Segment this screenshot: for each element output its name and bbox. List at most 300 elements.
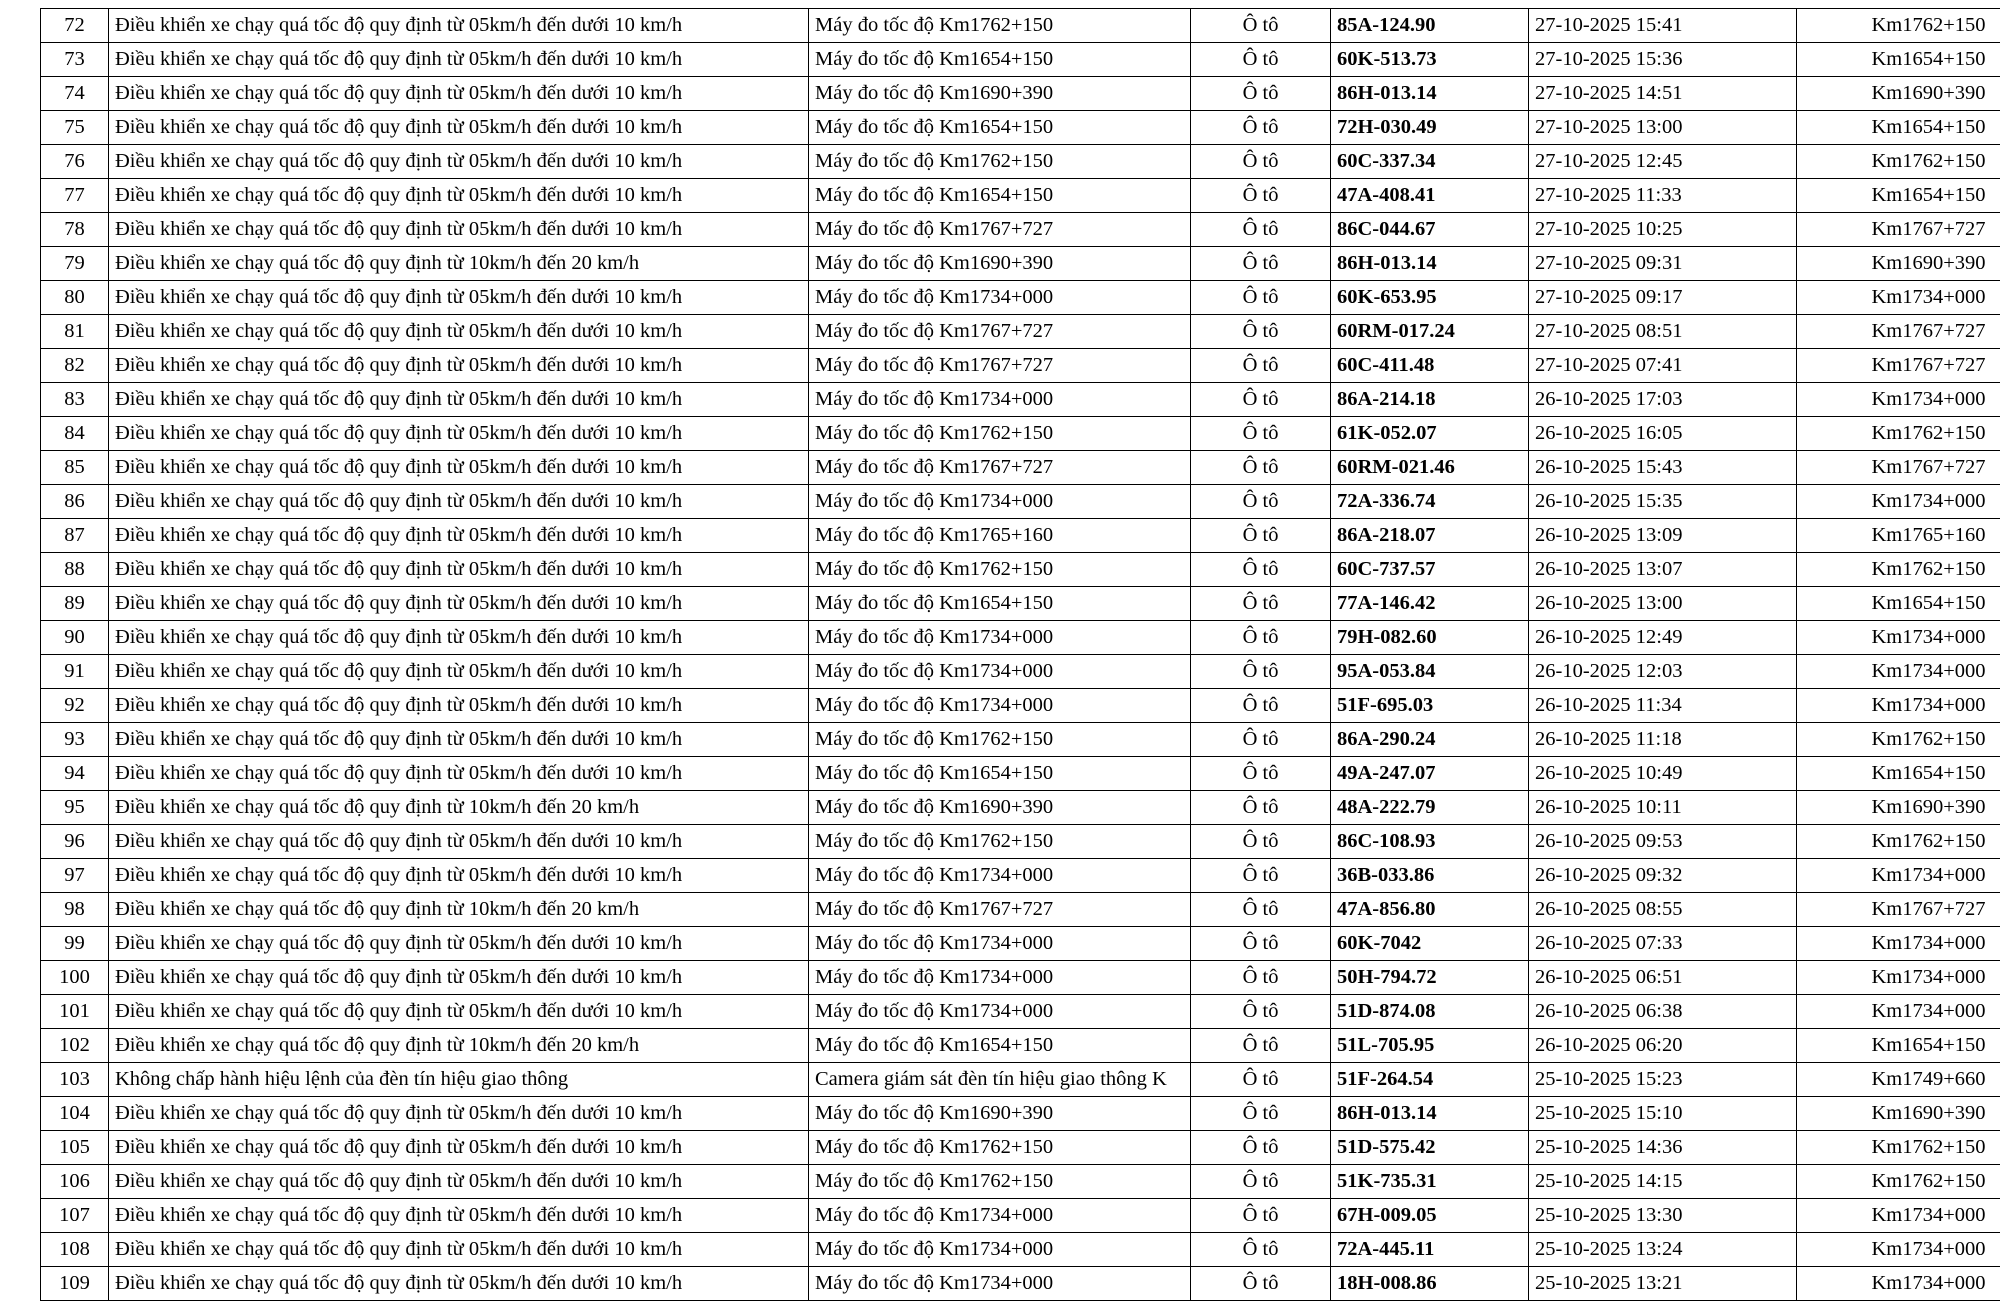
cell-bien-so: 61K-052.07 xyxy=(1331,417,1529,451)
cell-vi-tri-vi-pham: Km1762+150 xyxy=(1797,1165,2000,1199)
cell-thoi-gian-vi-pham: 26-10-2025 11:18 xyxy=(1529,723,1797,757)
cell-loai-xe: Ô tô xyxy=(1191,655,1331,689)
cell-stt: 105 xyxy=(41,1131,109,1165)
table-row xyxy=(41,1267,2000,1301)
violations-table-body xyxy=(41,9,2000,1301)
cell-thiet-bi-phat-hien: Máy đo tốc độ Km1734+000 xyxy=(809,655,1191,689)
cell-thiet-bi-phat-hien: Máy đo tốc độ Km1767+727 xyxy=(809,213,1191,247)
cell-bien-so: 51K-735.31 xyxy=(1331,1165,1529,1199)
cell-stt: 98 xyxy=(41,893,109,927)
cell-hanh-vi-vi-pham: Điều khiển xe chạy quá tốc độ quy định từ 05km/h đến dưới 10 km/h xyxy=(109,383,809,417)
cell-loai-xe: Ô tô xyxy=(1191,893,1331,927)
cell-thoi-gian-vi-pham: 27-10-2025 13:00 xyxy=(1529,111,1797,145)
cell-stt: 101 xyxy=(41,995,109,1029)
cell-vi-tri-vi-pham: Km1734+000 xyxy=(1797,1199,2000,1233)
cell-bien-so: 77A-146.42 xyxy=(1331,587,1529,621)
cell-hanh-vi-vi-pham: Điều khiển xe chạy quá tốc độ quy định từ 05km/h đến dưới 10 km/h xyxy=(109,1267,809,1301)
table-row xyxy=(41,349,2000,383)
cell-hanh-vi-vi-pham: Điều khiển xe chạy quá tốc độ quy định từ 05km/h đến dưới 10 km/h xyxy=(109,1097,809,1131)
cell-hanh-vi-vi-pham: Điều khiển xe chạy quá tốc độ quy định từ 05km/h đến dưới 10 km/h xyxy=(109,859,809,893)
cell-stt: 93 xyxy=(41,723,109,757)
cell-thoi-gian-vi-pham: 26-10-2025 15:43 xyxy=(1529,451,1797,485)
cell-loai-xe: Ô tô xyxy=(1191,723,1331,757)
cell-thoi-gian-vi-pham: 26-10-2025 12:03 xyxy=(1529,655,1797,689)
cell-bien-so: 36B-033.86 xyxy=(1331,859,1529,893)
cell-vi-tri-vi-pham: Km1690+390 xyxy=(1797,791,2000,825)
cell-thoi-gian-vi-pham: 25-10-2025 15:10 xyxy=(1529,1097,1797,1131)
cell-thiet-bi-phat-hien: Máy đo tốc độ Km1762+150 xyxy=(809,145,1191,179)
cell-stt: 106 xyxy=(41,1165,109,1199)
cell-vi-tri-vi-pham: Km1734+000 xyxy=(1797,485,2000,519)
cell-hanh-vi-vi-pham: Điều khiển xe chạy quá tốc độ quy định từ 05km/h đến dưới 10 km/h xyxy=(109,757,809,791)
cell-stt: 86 xyxy=(41,485,109,519)
cell-loai-xe: Ô tô xyxy=(1191,1165,1331,1199)
cell-bien-so: 60C-337.34 xyxy=(1331,145,1529,179)
cell-thiet-bi-phat-hien: Máy đo tốc độ Km1654+150 xyxy=(809,179,1191,213)
cell-stt: 92 xyxy=(41,689,109,723)
cell-vi-tri-vi-pham: Km1734+000 xyxy=(1797,655,2000,689)
cell-thiet-bi-phat-hien: Máy đo tốc độ Km1762+150 xyxy=(809,1131,1191,1165)
table-row xyxy=(41,9,2000,43)
cell-thoi-gian-vi-pham: 26-10-2025 12:49 xyxy=(1529,621,1797,655)
cell-hanh-vi-vi-pham: Điều khiển xe chạy quá tốc độ quy định từ 05km/h đến dưới 10 km/h xyxy=(109,9,809,43)
cell-vi-tri-vi-pham: Km1734+000 xyxy=(1797,859,2000,893)
cell-thiet-bi-phat-hien: Máy đo tốc độ Km1734+000 xyxy=(809,961,1191,995)
table-row xyxy=(41,791,2000,825)
cell-thiet-bi-phat-hien: Máy đo tốc độ Km1734+000 xyxy=(809,927,1191,961)
cell-vi-tri-vi-pham: Km1654+150 xyxy=(1797,179,2000,213)
cell-thiet-bi-phat-hien: Máy đo tốc độ Km1767+727 xyxy=(809,451,1191,485)
cell-hanh-vi-vi-pham: Điều khiển xe chạy quá tốc độ quy định từ 05km/h đến dưới 10 km/h xyxy=(109,995,809,1029)
cell-thiet-bi-phat-hien: Máy đo tốc độ Km1762+150 xyxy=(809,825,1191,859)
cell-thoi-gian-vi-pham: 26-10-2025 09:32 xyxy=(1529,859,1797,893)
cell-loai-xe: Ô tô xyxy=(1191,417,1331,451)
cell-bien-so: 72A-336.74 xyxy=(1331,485,1529,519)
cell-thiet-bi-phat-hien: Máy đo tốc độ Km1654+150 xyxy=(809,1029,1191,1063)
cell-thiet-bi-phat-hien: Camera giám sát đèn tín hiệu giao thông K xyxy=(809,1063,1191,1097)
cell-thoi-gian-vi-pham: 25-10-2025 13:24 xyxy=(1529,1233,1797,1267)
cell-loai-xe: Ô tô xyxy=(1191,179,1331,213)
cell-vi-tri-vi-pham: Km1767+727 xyxy=(1797,315,2000,349)
cell-thiet-bi-phat-hien: Máy đo tốc độ Km1762+150 xyxy=(809,723,1191,757)
cell-loai-xe: Ô tô xyxy=(1191,961,1331,995)
cell-hanh-vi-vi-pham: Điều khiển xe chạy quá tốc độ quy định từ 05km/h đến dưới 10 km/h xyxy=(109,77,809,111)
cell-vi-tri-vi-pham: Km1767+727 xyxy=(1797,349,2000,383)
cell-hanh-vi-vi-pham: Điều khiển xe chạy quá tốc độ quy định từ 05km/h đến dưới 10 km/h xyxy=(109,961,809,995)
cell-stt: 94 xyxy=(41,757,109,791)
cell-stt: 83 xyxy=(41,383,109,417)
cell-bien-so: 51F-264.54 xyxy=(1331,1063,1529,1097)
cell-thiet-bi-phat-hien: Máy đo tốc độ Km1734+000 xyxy=(809,383,1191,417)
cell-stt: 102 xyxy=(41,1029,109,1063)
cell-bien-so: 47A-856.80 xyxy=(1331,893,1529,927)
cell-thiet-bi-phat-hien: Máy đo tốc độ Km1690+390 xyxy=(809,1097,1191,1131)
cell-thoi-gian-vi-pham: 26-10-2025 11:34 xyxy=(1529,689,1797,723)
cell-bien-so: 86H-013.14 xyxy=(1331,77,1529,111)
cell-stt: 80 xyxy=(41,281,109,315)
cell-thoi-gian-vi-pham: 26-10-2025 10:49 xyxy=(1529,757,1797,791)
cell-loai-xe: Ô tô xyxy=(1191,383,1331,417)
cell-loai-xe: Ô tô xyxy=(1191,1199,1331,1233)
cell-loai-xe: Ô tô xyxy=(1191,791,1331,825)
cell-stt: 72 xyxy=(41,9,109,43)
table-row xyxy=(41,77,2000,111)
table-row xyxy=(41,859,2000,893)
cell-hanh-vi-vi-pham: Điều khiển xe chạy quá tốc độ quy định từ 05km/h đến dưới 10 km/h xyxy=(109,485,809,519)
cell-hanh-vi-vi-pham: Điều khiển xe chạy quá tốc độ quy định từ 05km/h đến dưới 10 km/h xyxy=(109,417,809,451)
cell-vi-tri-vi-pham: Km1654+150 xyxy=(1797,1029,2000,1063)
cell-thiet-bi-phat-hien: Máy đo tốc độ Km1734+000 xyxy=(809,281,1191,315)
cell-vi-tri-vi-pham: Km1762+150 xyxy=(1797,825,2000,859)
cell-loai-xe: Ô tô xyxy=(1191,9,1331,43)
cell-hanh-vi-vi-pham: Điều khiển xe chạy quá tốc độ quy định từ 10km/h đến 20 km/h xyxy=(109,1029,809,1063)
cell-thiet-bi-phat-hien: Máy đo tốc độ Km1654+150 xyxy=(809,111,1191,145)
cell-vi-tri-vi-pham: Km1654+150 xyxy=(1797,587,2000,621)
cell-vi-tri-vi-pham: Km1767+727 xyxy=(1797,893,2000,927)
cell-vi-tri-vi-pham: Km1654+150 xyxy=(1797,43,2000,77)
cell-stt: 79 xyxy=(41,247,109,281)
cell-thoi-gian-vi-pham: 26-10-2025 09:53 xyxy=(1529,825,1797,859)
cell-thoi-gian-vi-pham: 26-10-2025 16:05 xyxy=(1529,417,1797,451)
cell-thoi-gian-vi-pham: 27-10-2025 14:51 xyxy=(1529,77,1797,111)
cell-thiet-bi-phat-hien: Máy đo tốc độ Km1734+000 xyxy=(809,995,1191,1029)
cell-thiet-bi-phat-hien: Máy đo tốc độ Km1734+000 xyxy=(809,1199,1191,1233)
cell-thoi-gian-vi-pham: 26-10-2025 13:00 xyxy=(1529,587,1797,621)
cell-stt: 78 xyxy=(41,213,109,247)
cell-vi-tri-vi-pham: Km1767+727 xyxy=(1797,451,2000,485)
cell-thoi-gian-vi-pham: 26-10-2025 07:33 xyxy=(1529,927,1797,961)
table-row xyxy=(41,315,2000,349)
cell-loai-xe: Ô tô xyxy=(1191,281,1331,315)
cell-loai-xe: Ô tô xyxy=(1191,689,1331,723)
cell-bien-so: 51L-705.95 xyxy=(1331,1029,1529,1063)
cell-vi-tri-vi-pham: Km1654+150 xyxy=(1797,111,2000,145)
cell-hanh-vi-vi-pham: Điều khiển xe chạy quá tốc độ quy định từ 10km/h đến 20 km/h xyxy=(109,247,809,281)
cell-bien-so: 86C-108.93 xyxy=(1331,825,1529,859)
cell-hanh-vi-vi-pham: Điều khiển xe chạy quá tốc độ quy định từ 05km/h đến dưới 10 km/h xyxy=(109,315,809,349)
table-row xyxy=(41,43,2000,77)
cell-thoi-gian-vi-pham: 26-10-2025 17:03 xyxy=(1529,383,1797,417)
cell-vi-tri-vi-pham: Km1762+150 xyxy=(1797,145,2000,179)
cell-thoi-gian-vi-pham: 26-10-2025 13:09 xyxy=(1529,519,1797,553)
cell-hanh-vi-vi-pham: Điều khiển xe chạy quá tốc độ quy định từ 05km/h đến dưới 10 km/h xyxy=(109,1165,809,1199)
cell-hanh-vi-vi-pham: Điều khiển xe chạy quá tốc độ quy định từ 05km/h đến dưới 10 km/h xyxy=(109,587,809,621)
cell-loai-xe: Ô tô xyxy=(1191,451,1331,485)
cell-thiet-bi-phat-hien: Máy đo tốc độ Km1762+150 xyxy=(809,1165,1191,1199)
cell-bien-so: 95A-053.84 xyxy=(1331,655,1529,689)
cell-thoi-gian-vi-pham: 25-10-2025 13:30 xyxy=(1529,1199,1797,1233)
cell-stt: 109 xyxy=(41,1267,109,1301)
cell-loai-xe: Ô tô xyxy=(1191,1233,1331,1267)
cell-bien-so: 86A-218.07 xyxy=(1331,519,1529,553)
cell-hanh-vi-vi-pham: Điều khiển xe chạy quá tốc độ quy định từ 05km/h đến dưới 10 km/h xyxy=(109,1233,809,1267)
cell-loai-xe: Ô tô xyxy=(1191,349,1331,383)
cell-stt: 96 xyxy=(41,825,109,859)
table-row xyxy=(41,1165,2000,1199)
cell-stt: 76 xyxy=(41,145,109,179)
table-row xyxy=(41,179,2000,213)
cell-bien-so: 86H-013.14 xyxy=(1331,1097,1529,1131)
cell-thoi-gian-vi-pham: 26-10-2025 08:55 xyxy=(1529,893,1797,927)
cell-thiet-bi-phat-hien: Máy đo tốc độ Km1654+150 xyxy=(809,587,1191,621)
table-row xyxy=(41,825,2000,859)
table-row xyxy=(41,723,2000,757)
cell-bien-so: 86A-214.18 xyxy=(1331,383,1529,417)
cell-thiet-bi-phat-hien: Máy đo tốc độ Km1762+150 xyxy=(809,417,1191,451)
cell-thiet-bi-phat-hien: Máy đo tốc độ Km1690+390 xyxy=(809,77,1191,111)
cell-bien-so: 79H-082.60 xyxy=(1331,621,1529,655)
cell-hanh-vi-vi-pham: Điều khiển xe chạy quá tốc độ quy định từ 05km/h đến dưới 10 km/h xyxy=(109,621,809,655)
cell-vi-tri-vi-pham: Km1749+660 xyxy=(1797,1063,2000,1097)
cell-stt: 103 xyxy=(41,1063,109,1097)
cell-stt: 90 xyxy=(41,621,109,655)
cell-bien-so: 86A-290.24 xyxy=(1331,723,1529,757)
cell-thoi-gian-vi-pham: 26-10-2025 06:38 xyxy=(1529,995,1797,1029)
table-row xyxy=(41,111,2000,145)
cell-hanh-vi-vi-pham: Điều khiển xe chạy quá tốc độ quy định từ 05km/h đến dưới 10 km/h xyxy=(109,1131,809,1165)
cell-vi-tri-vi-pham: Km1762+150 xyxy=(1797,9,2000,43)
cell-vi-tri-vi-pham: Km1690+390 xyxy=(1797,1097,2000,1131)
cell-thoi-gian-vi-pham: 26-10-2025 15:35 xyxy=(1529,485,1797,519)
cell-hanh-vi-vi-pham: Điều khiển xe chạy quá tốc độ quy định từ 05km/h đến dưới 10 km/h xyxy=(109,655,809,689)
cell-vi-tri-vi-pham: Km1734+000 xyxy=(1797,1233,2000,1267)
cell-bien-so: 86H-013.14 xyxy=(1331,247,1529,281)
cell-loai-xe: Ô tô xyxy=(1191,247,1331,281)
table-row xyxy=(41,1233,2000,1267)
cell-loai-xe: Ô tô xyxy=(1191,1063,1331,1097)
cell-bien-so: 60RM-021.46 xyxy=(1331,451,1529,485)
cell-thoi-gian-vi-pham: 26-10-2025 06:20 xyxy=(1529,1029,1797,1063)
cell-loai-xe: Ô tô xyxy=(1191,145,1331,179)
cell-bien-so: 86C-044.67 xyxy=(1331,213,1529,247)
cell-thoi-gian-vi-pham: 25-10-2025 14:36 xyxy=(1529,1131,1797,1165)
cell-stt: 74 xyxy=(41,77,109,111)
cell-vi-tri-vi-pham: Km1762+150 xyxy=(1797,417,2000,451)
cell-hanh-vi-vi-pham: Điều khiển xe chạy quá tốc độ quy định từ 05km/h đến dưới 10 km/h xyxy=(109,927,809,961)
cell-vi-tri-vi-pham: Km1762+150 xyxy=(1797,1131,2000,1165)
cell-hanh-vi-vi-pham: Điều khiển xe chạy quá tốc độ quy định từ 05km/h đến dưới 10 km/h xyxy=(109,213,809,247)
cell-loai-xe: Ô tô xyxy=(1191,213,1331,247)
cell-stt: 104 xyxy=(41,1097,109,1131)
cell-vi-tri-vi-pham: Km1734+000 xyxy=(1797,621,2000,655)
cell-loai-xe: Ô tô xyxy=(1191,1097,1331,1131)
cell-loai-xe: Ô tô xyxy=(1191,587,1331,621)
cell-loai-xe: Ô tô xyxy=(1191,43,1331,77)
cell-hanh-vi-vi-pham: Điều khiển xe chạy quá tốc độ quy định từ 05km/h đến dưới 10 km/h xyxy=(109,281,809,315)
cell-loai-xe: Ô tô xyxy=(1191,315,1331,349)
cell-hanh-vi-vi-pham: Điều khiển xe chạy quá tốc độ quy định từ 05km/h đến dưới 10 km/h xyxy=(109,519,809,553)
cell-bien-so: 60C-411.48 xyxy=(1331,349,1529,383)
cell-thiet-bi-phat-hien: Máy đo tốc độ Km1734+000 xyxy=(809,621,1191,655)
cell-hanh-vi-vi-pham: Điều khiển xe chạy quá tốc độ quy định từ 05km/h đến dưới 10 km/h xyxy=(109,179,809,213)
table-row xyxy=(41,961,2000,995)
cell-bien-so: 85A-124.90 xyxy=(1331,9,1529,43)
cell-hanh-vi-vi-pham: Điều khiển xe chạy quá tốc độ quy định từ 05km/h đến dưới 10 km/h xyxy=(109,1199,809,1233)
cell-loai-xe: Ô tô xyxy=(1191,927,1331,961)
cell-thiet-bi-phat-hien: Máy đo tốc độ Km1767+727 xyxy=(809,349,1191,383)
table-row xyxy=(41,995,2000,1029)
cell-vi-tri-vi-pham: Km1765+160 xyxy=(1797,519,2000,553)
cell-bien-so: 67H-009.05 xyxy=(1331,1199,1529,1233)
table-row xyxy=(41,1063,2000,1097)
cell-hanh-vi-vi-pham: Điều khiển xe chạy quá tốc độ quy định từ 05km/h đến dưới 10 km/h xyxy=(109,111,809,145)
cell-thiet-bi-phat-hien: Máy đo tốc độ Km1690+390 xyxy=(809,791,1191,825)
cell-stt: 100 xyxy=(41,961,109,995)
cell-thiet-bi-phat-hien: Máy đo tốc độ Km1762+150 xyxy=(809,553,1191,587)
cell-vi-tri-vi-pham: Km1654+150 xyxy=(1797,757,2000,791)
cell-bien-so: 60K-7042 xyxy=(1331,927,1529,961)
cell-thoi-gian-vi-pham: 25-10-2025 13:21 xyxy=(1529,1267,1797,1301)
cell-loai-xe: Ô tô xyxy=(1191,621,1331,655)
table-row xyxy=(41,451,2000,485)
table-row xyxy=(41,757,2000,791)
table-row xyxy=(41,145,2000,179)
cell-thoi-gian-vi-pham: 25-10-2025 14:15 xyxy=(1529,1165,1797,1199)
cell-bien-so: 51F-695.03 xyxy=(1331,689,1529,723)
table-row xyxy=(41,519,2000,553)
cell-loai-xe: Ô tô xyxy=(1191,1029,1331,1063)
cell-loai-xe: Ô tô xyxy=(1191,995,1331,1029)
cell-bien-so: 60K-653.95 xyxy=(1331,281,1529,315)
cell-thoi-gian-vi-pham: 25-10-2025 15:23 xyxy=(1529,1063,1797,1097)
cell-stt: 99 xyxy=(41,927,109,961)
cell-thoi-gian-vi-pham: 27-10-2025 09:17 xyxy=(1529,281,1797,315)
table-row xyxy=(41,893,2000,927)
cell-vi-tri-vi-pham: Km1734+000 xyxy=(1797,689,2000,723)
cell-thiet-bi-phat-hien: Máy đo tốc độ Km1734+000 xyxy=(809,1267,1191,1301)
cell-vi-tri-vi-pham: Km1767+727 xyxy=(1797,213,2000,247)
cell-bien-so: 60C-737.57 xyxy=(1331,553,1529,587)
cell-stt: 89 xyxy=(41,587,109,621)
cell-bien-so: 72A-445.11 xyxy=(1331,1233,1529,1267)
cell-stt: 107 xyxy=(41,1199,109,1233)
cell-hanh-vi-vi-pham: Điều khiển xe chạy quá tốc độ quy định từ 05km/h đến dưới 10 km/h xyxy=(109,723,809,757)
cell-stt: 88 xyxy=(41,553,109,587)
table-row xyxy=(41,1097,2000,1131)
cell-thoi-gian-vi-pham: 26-10-2025 13:07 xyxy=(1529,553,1797,587)
cell-loai-xe: Ô tô xyxy=(1191,825,1331,859)
cell-hanh-vi-vi-pham: Điều khiển xe chạy quá tốc độ quy định từ 05km/h đến dưới 10 km/h xyxy=(109,825,809,859)
cell-loai-xe: Ô tô xyxy=(1191,77,1331,111)
table-row xyxy=(41,927,2000,961)
cell-stt: 77 xyxy=(41,179,109,213)
cell-vi-tri-vi-pham: Km1734+000 xyxy=(1797,995,2000,1029)
cell-thoi-gian-vi-pham: 26-10-2025 06:51 xyxy=(1529,961,1797,995)
cell-bien-so: 51D-874.08 xyxy=(1331,995,1529,1029)
cell-vi-tri-vi-pham: Km1734+000 xyxy=(1797,961,2000,995)
cell-stt: 108 xyxy=(41,1233,109,1267)
cell-stt: 84 xyxy=(41,417,109,451)
cell-stt: 97 xyxy=(41,859,109,893)
cell-thoi-gian-vi-pham: 27-10-2025 15:41 xyxy=(1529,9,1797,43)
table-row xyxy=(41,1029,2000,1063)
cell-stt: 82 xyxy=(41,349,109,383)
table-row xyxy=(41,281,2000,315)
cell-bien-so: 60RM-017.24 xyxy=(1331,315,1529,349)
cell-thiet-bi-phat-hien: Máy đo tốc độ Km1765+160 xyxy=(809,519,1191,553)
table-row xyxy=(41,621,2000,655)
cell-bien-so: 18H-008.86 xyxy=(1331,1267,1529,1301)
table-row xyxy=(41,553,2000,587)
cell-thiet-bi-phat-hien: Máy đo tốc độ Km1654+150 xyxy=(809,43,1191,77)
cell-bien-so: 50H-794.72 xyxy=(1331,961,1529,995)
cell-bien-so: 48A-222.79 xyxy=(1331,791,1529,825)
cell-thiet-bi-phat-hien: Máy đo tốc độ Km1767+727 xyxy=(809,893,1191,927)
cell-vi-tri-vi-pham: Km1690+390 xyxy=(1797,77,2000,111)
cell-thiet-bi-phat-hien: Máy đo tốc độ Km1654+150 xyxy=(809,757,1191,791)
cell-hanh-vi-vi-pham: Điều khiển xe chạy quá tốc độ quy định từ 05km/h đến dưới 10 km/h xyxy=(109,689,809,723)
cell-bien-so: 72H-030.49 xyxy=(1331,111,1529,145)
cell-bien-so: 51D-575.42 xyxy=(1331,1131,1529,1165)
table-row xyxy=(41,417,2000,451)
table-row xyxy=(41,1199,2000,1233)
cell-thiet-bi-phat-hien: Máy đo tốc độ Km1734+000 xyxy=(809,689,1191,723)
cell-thiet-bi-phat-hien: Máy đo tốc độ Km1734+000 xyxy=(809,859,1191,893)
table-row xyxy=(41,689,2000,723)
cell-stt: 73 xyxy=(41,43,109,77)
table-row xyxy=(41,1131,2000,1165)
cell-loai-xe: Ô tô xyxy=(1191,553,1331,587)
cell-thoi-gian-vi-pham: 27-10-2025 12:45 xyxy=(1529,145,1797,179)
cell-bien-so: 49A-247.07 xyxy=(1331,757,1529,791)
table-row xyxy=(41,383,2000,417)
cell-hanh-vi-vi-pham: Điều khiển xe chạy quá tốc độ quy định từ 05km/h đến dưới 10 km/h xyxy=(109,451,809,485)
cell-vi-tri-vi-pham: Km1734+000 xyxy=(1797,927,2000,961)
cell-loai-xe: Ô tô xyxy=(1191,485,1331,519)
cell-stt: 75 xyxy=(41,111,109,145)
cell-hanh-vi-vi-pham: Điều khiển xe chạy quá tốc độ quy định từ 05km/h đến dưới 10 km/h xyxy=(109,145,809,179)
cell-stt: 87 xyxy=(41,519,109,553)
cell-vi-tri-vi-pham: Km1690+390 xyxy=(1797,247,2000,281)
cell-hanh-vi-vi-pham: Điều khiển xe chạy quá tốc độ quy định từ 10km/h đến 20 km/h xyxy=(109,791,809,825)
table-row xyxy=(41,213,2000,247)
cell-thiet-bi-phat-hien: Máy đo tốc độ Km1734+000 xyxy=(809,1233,1191,1267)
cell-thiet-bi-phat-hien: Máy đo tốc độ Km1762+150 xyxy=(809,9,1191,43)
cell-loai-xe: Ô tô xyxy=(1191,519,1331,553)
cell-vi-tri-vi-pham: Km1762+150 xyxy=(1797,553,2000,587)
cell-loai-xe: Ô tô xyxy=(1191,111,1331,145)
cell-thoi-gian-vi-pham: 27-10-2025 09:31 xyxy=(1529,247,1797,281)
cell-vi-tri-vi-pham: Km1762+150 xyxy=(1797,723,2000,757)
table-row xyxy=(41,587,2000,621)
cell-loai-xe: Ô tô xyxy=(1191,859,1331,893)
cell-loai-xe: Ô tô xyxy=(1191,1267,1331,1301)
cell-hanh-vi-vi-pham: Điều khiển xe chạy quá tốc độ quy định từ 10km/h đến 20 km/h xyxy=(109,893,809,927)
cell-vi-tri-vi-pham: Km1734+000 xyxy=(1797,383,2000,417)
cell-loai-xe: Ô tô xyxy=(1191,1131,1331,1165)
cell-stt: 81 xyxy=(41,315,109,349)
cell-stt: 95 xyxy=(41,791,109,825)
cell-bien-so: 60K-513.73 xyxy=(1331,43,1529,77)
cell-vi-tri-vi-pham: Km1734+000 xyxy=(1797,1267,2000,1301)
cell-thoi-gian-vi-pham: 27-10-2025 15:36 xyxy=(1529,43,1797,77)
cell-loai-xe: Ô tô xyxy=(1191,757,1331,791)
cell-thoi-gian-vi-pham: 27-10-2025 07:41 xyxy=(1529,349,1797,383)
cell-thiet-bi-phat-hien: Máy đo tốc độ Km1767+727 xyxy=(809,315,1191,349)
cell-thoi-gian-vi-pham: 27-10-2025 10:25 xyxy=(1529,213,1797,247)
cell-thoi-gian-vi-pham: 26-10-2025 10:11 xyxy=(1529,791,1797,825)
cell-stt: 91 xyxy=(41,655,109,689)
cell-bien-so: 47A-408.41 xyxy=(1331,179,1529,213)
violations-table xyxy=(40,8,2000,1301)
cell-thoi-gian-vi-pham: 27-10-2025 08:51 xyxy=(1529,315,1797,349)
cell-hanh-vi-vi-pham: Điều khiển xe chạy quá tốc độ quy định từ 05km/h đến dưới 10 km/h xyxy=(109,553,809,587)
cell-stt: 85 xyxy=(41,451,109,485)
cell-hanh-vi-vi-pham: Điều khiển xe chạy quá tốc độ quy định từ 05km/h đến dưới 10 km/h xyxy=(109,349,809,383)
cell-thoi-gian-vi-pham: 27-10-2025 11:33 xyxy=(1529,179,1797,213)
table-row xyxy=(41,247,2000,281)
table-row xyxy=(41,485,2000,519)
